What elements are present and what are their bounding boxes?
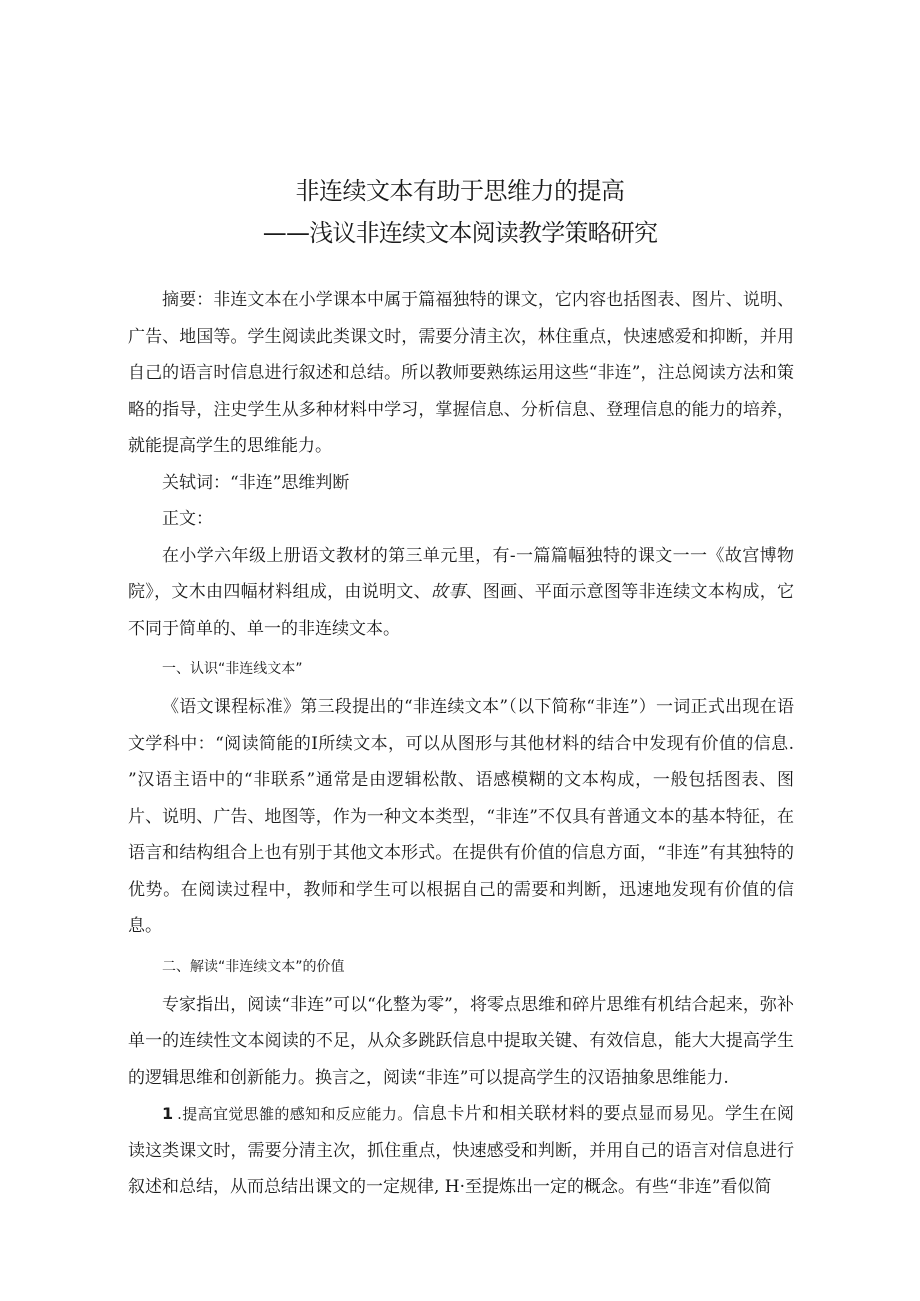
body-label: 正文： [162,509,213,529]
item-1-paragraph [128,1096,794,1206]
section-2-paragraph: 专家指出，阅读“非连”可以“化整为零”，将零点思维和碎片思维有机结合起来，弥补单一的连续性文本阅读的不足，从众多跳跃信息中提取关键、有效信息，能大大提高学生的逻辑思维和创新能力。换言之，阅读“非连”可以提高学生的汉语抽象思维能力. [128,994,794,1088]
section-2-heading: 二、解读“非连续文本”的价值 [162,958,345,975]
keywords-line: 关轼词：“非连”思维判断 [162,472,350,493]
title-block [0,170,920,254]
intro-text-1: 在小学六年级上册语文教材的第三单元里，有-一篇篇幅独特的课文一一《故宫博物院》，文木由四幅材料组成，由说明文、 [128,545,794,602]
section-1-heading: 一、认识“非连线文本” [162,661,303,677]
item-1-text: 信息卡片和相关联材料的要点显而易见。学生在阅读这类课文时，需要分清主次，抓住重点，快速感受和判断，并用自己的语言对信息进行叙述和总结，从而总结出课文的一定规律, H·至提炼出一定的概念。有些“非连”看似简 [128,1104,794,1197]
document-title: 非连续文本有助于思维力的提高 [295,177,625,205]
item-1-number: 1 [162,1104,174,1123]
document-subtitle: ——浅议非连续文本阅读教学策略研究 [262,219,658,247]
abstract-paragraph: 摘要：非连文本在小学课本中属于篇福独特的课文，它内容也括图表、图片、说明、广告、地国等。学生阅读此类课文时，需要分清主次，林住重点，快速感爱和抑断，并用自己的语言时信息进行叙述和总结。所以教师要熟练运用这些“非连”，注总阅读方法和策略的指导，注史学生从多种材料中学习，掌握信息、分析信息、登理信息的能力的培养，就能提高学生的思维能力。 [128,290,794,456]
intro-paragraph [128,538,794,648]
item-1-lead: .提高宜觉思雒的感知和反应能力。 [177,1105,413,1123]
section-1-paragraph: 《语文课程标准》第三段提出的“非连续文本”（以下简称“非连”）一词正式出现在语文学科中：“阅读简能的I所续文本，可以从图形与其他材料的结合中发现有价值的信息. ”汉语主语中的“非联系”通常是由逻辑松散、语感模糊的文本构成，一般包括图表、图片、说明、广告、地图等，作为一种文本类型，“非连”不仅具有普通文本的基本特征，在语言和结构组合上也有别于其他文本形式。在提供有价值的信息方面，“非连”有其独特的优势。在阅读过程中，教师和学生可以根据自己的需要和判断，迅速地发现有价值的信息。 [128,697,794,936]
intro-text-2: 、图画、平面示意图等非连续文本构成，它不同于简单的、单一的非连续文本。 [128,582,795,639]
intro-italic-word: 故事 [430,582,466,602]
document-body [128,282,794,1206]
